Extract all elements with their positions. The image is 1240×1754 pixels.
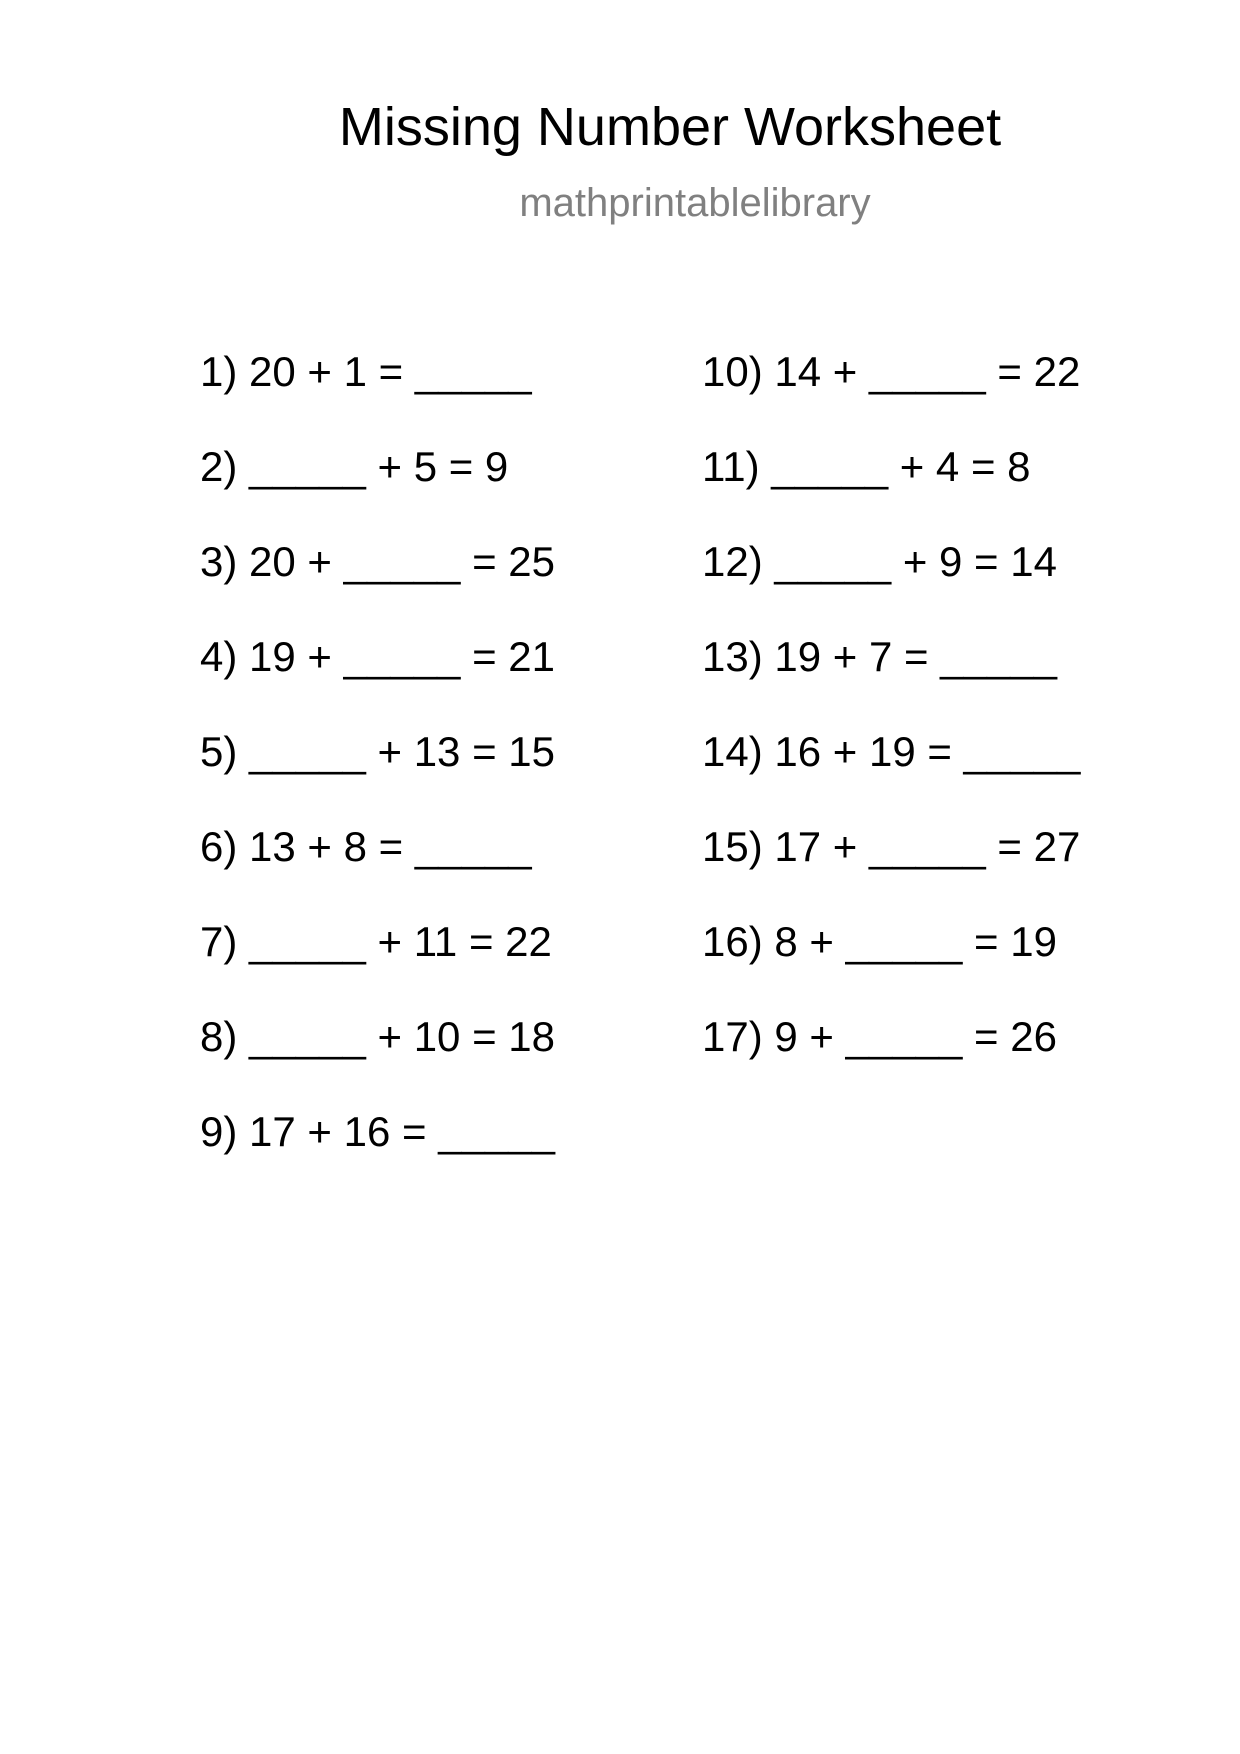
problem-equation: 19 + 7 = _____ [774,633,1057,680]
problem-equation: _____ + 11 = 22 [249,918,552,965]
problem-equation: 9 + _____ = 26 [774,1013,1057,1060]
problem-number: 15) [702,823,763,870]
problem-item [200,918,555,1013]
problem-item [702,633,1080,728]
page-subtitle: mathprintablelibrary [519,181,871,225]
problem-equation: 20 + 1 = _____ [249,348,532,395]
page-title: Missing Number Worksheet [338,97,1002,157]
problem-number: 16) [702,918,763,965]
problem-equation: 14 + _____ = 22 [774,348,1081,395]
problem-number: 14) [702,728,763,775]
problems-column-right [702,348,1080,1108]
problem-equation: _____ + 5 = 9 [249,443,509,490]
problem-equation: 19 + _____ = 21 [249,633,555,680]
problem-number: 1) [200,348,238,395]
problems-column-left [200,348,555,1203]
problem-item [702,823,1080,918]
problem-item [200,1108,555,1203]
problem-item [702,918,1080,1013]
problem-item [200,728,555,823]
problem-item [702,443,1080,538]
problem-equation: _____ + 9 = 14 [774,538,1057,585]
problem-number: 13) [702,633,763,680]
problem-equation: 8 + _____ = 19 [774,918,1057,965]
problem-item [200,348,555,443]
problem-number: 7) [200,918,238,965]
problem-equation: _____ + 10 = 18 [249,1013,555,1060]
problem-item [702,728,1080,823]
problem-number: 9) [200,1108,238,1155]
problem-number: 6) [200,823,238,870]
problem-equation: 17 + 16 = _____ [249,1108,555,1155]
problem-number: 4) [200,633,238,680]
problem-item [702,538,1080,633]
problem-number: 10) [702,348,763,395]
problem-item [200,1013,555,1108]
problem-equation: _____ + 13 = 15 [249,728,555,775]
problem-number: 2) [200,443,238,490]
problem-equation: 20 + _____ = 25 [249,538,555,585]
problem-item [200,538,555,633]
problem-item [200,823,555,918]
problem-item [702,348,1080,443]
problem-equation: 16 + 19 = _____ [774,728,1081,775]
problem-item [200,633,555,728]
problem-equation: 13 + 8 = _____ [249,823,532,870]
problem-number: 11) [702,443,760,490]
problem-equation: _____ + 4 = 8 [771,443,1031,490]
problem-number: 3) [200,538,238,585]
problem-number: 8) [200,1013,238,1060]
problem-item [702,1013,1080,1108]
problem-item [200,443,555,538]
problem-number: 17) [702,1013,763,1060]
problem-equation: 17 + _____ = 27 [774,823,1081,870]
problem-number: 12) [702,538,763,585]
problem-number: 5) [200,728,238,775]
